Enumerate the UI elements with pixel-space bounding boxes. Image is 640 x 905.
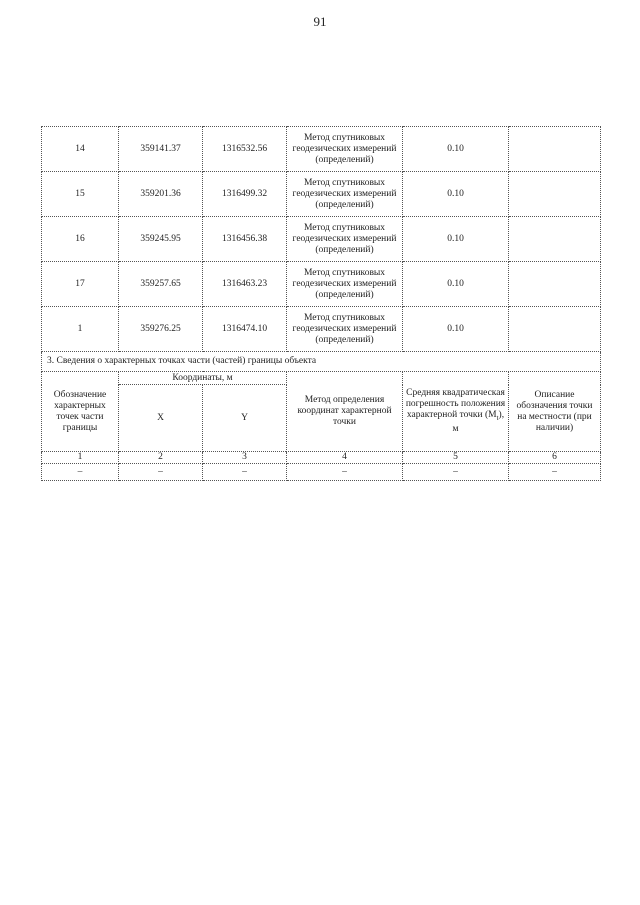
method-line: (определений) <box>315 199 374 210</box>
header-row <box>42 372 601 385</box>
page-number: 91 <box>313 14 327 29</box>
column-number: 1 <box>42 452 119 464</box>
accuracy-cell: 0.10 <box>403 307 509 352</box>
method-line: геодезических измерений <box>292 188 397 199</box>
method-cell <box>287 307 403 352</box>
method-line: Метод спутниковых <box>303 312 386 323</box>
method-cell <box>287 262 403 307</box>
x-coordinate-cell: 359141.37 <box>119 127 203 172</box>
accuracy-cell: 0.10 <box>403 217 509 262</box>
description-cell <box>509 217 601 262</box>
method-line: (определений) <box>315 154 374 165</box>
method-line: Метод спутниковых <box>303 177 386 188</box>
empty-data-row <box>42 464 601 481</box>
method-cell <box>287 172 403 217</box>
method-cell <box>287 217 403 262</box>
method-line: Метод спутниковых <box>303 222 386 233</box>
header-coordinates: Координаты, м <box>119 372 287 385</box>
header-accuracy-main: Средняя квадратическая погрешность положения характерной точки (M <box>405 388 506 421</box>
header-x: X <box>119 385 203 452</box>
point-number-cell: 14 <box>42 127 119 172</box>
method-line: (определений) <box>315 244 374 255</box>
header-method: Метод определения координат характерной точки <box>287 372 403 452</box>
column-number: 3 <box>203 452 287 464</box>
header-y: Y <box>203 385 287 452</box>
point-number-cell: 1 <box>42 307 119 352</box>
coordinates-table <box>41 126 601 481</box>
header-accuracy-sub: t <box>496 413 499 422</box>
description-cell <box>509 262 601 307</box>
section-3-row <box>42 352 601 372</box>
header-description: Описание обозначения точки на местности (при наличии) <box>509 372 601 452</box>
point-rows <box>42 127 601 352</box>
method-line: геодезических измерений <box>292 323 397 334</box>
description-cell <box>509 307 601 352</box>
header-accuracy <box>403 372 509 452</box>
x-coordinate-cell: 359245.95 <box>119 217 203 262</box>
y-coordinate-cell: 1316499.32 <box>203 172 287 217</box>
method-cell <box>287 127 403 172</box>
point-row <box>42 307 601 352</box>
method-line: геодезических измерений <box>292 278 397 289</box>
point-number-cell: 15 <box>42 172 119 217</box>
header-accuracy-tail: ), м <box>452 410 505 434</box>
accuracy-cell: 0.10 <box>403 262 509 307</box>
point-row <box>42 262 601 307</box>
y-coordinate-cell: 1316456.38 <box>203 217 287 262</box>
method-line: (определений) <box>315 334 374 345</box>
x-coordinate-cell: 359257.65 <box>119 262 203 307</box>
column-numbers-row <box>42 452 601 464</box>
y-coordinate-cell: 1316532.56 <box>203 127 287 172</box>
description-cell <box>509 127 601 172</box>
point-row <box>42 217 601 262</box>
accuracy-cell: 0.10 <box>403 172 509 217</box>
column-number: 6 <box>509 452 601 464</box>
method-line: Метод спутниковых <box>303 267 386 278</box>
column-number: 4 <box>287 452 403 464</box>
section-3-title: 3. Сведения о характерных точках части (частей) границы объекта <box>42 352 601 372</box>
x-coordinate-cell: 359276.25 <box>119 307 203 352</box>
point-row <box>42 127 601 172</box>
empty-cell: – <box>287 464 403 481</box>
y-coordinate-cell: 1316474.10 <box>203 307 287 352</box>
column-number: 5 <box>403 452 509 464</box>
header-point-designation: Обозначение характерных точек части границы <box>42 372 119 452</box>
x-coordinate-cell: 359201.36 <box>119 172 203 217</box>
method-line: Метод спутниковых <box>303 132 386 143</box>
method-line: геодезических измерений <box>292 143 397 154</box>
y-coordinate-cell: 1316463.23 <box>203 262 287 307</box>
method-line: (определений) <box>315 289 374 300</box>
point-row <box>42 172 601 217</box>
empty-cell: – <box>203 464 287 481</box>
empty-cell: – <box>119 464 203 481</box>
method-line: геодезических измерений <box>292 233 397 244</box>
accuracy-cell: 0.10 <box>403 127 509 172</box>
empty-cell: – <box>42 464 119 481</box>
empty-cell: – <box>403 464 509 481</box>
column-number: 2 <box>119 452 203 464</box>
description-cell <box>509 172 601 217</box>
point-number-cell: 16 <box>42 217 119 262</box>
empty-cell: – <box>509 464 601 481</box>
point-number-cell: 17 <box>42 262 119 307</box>
